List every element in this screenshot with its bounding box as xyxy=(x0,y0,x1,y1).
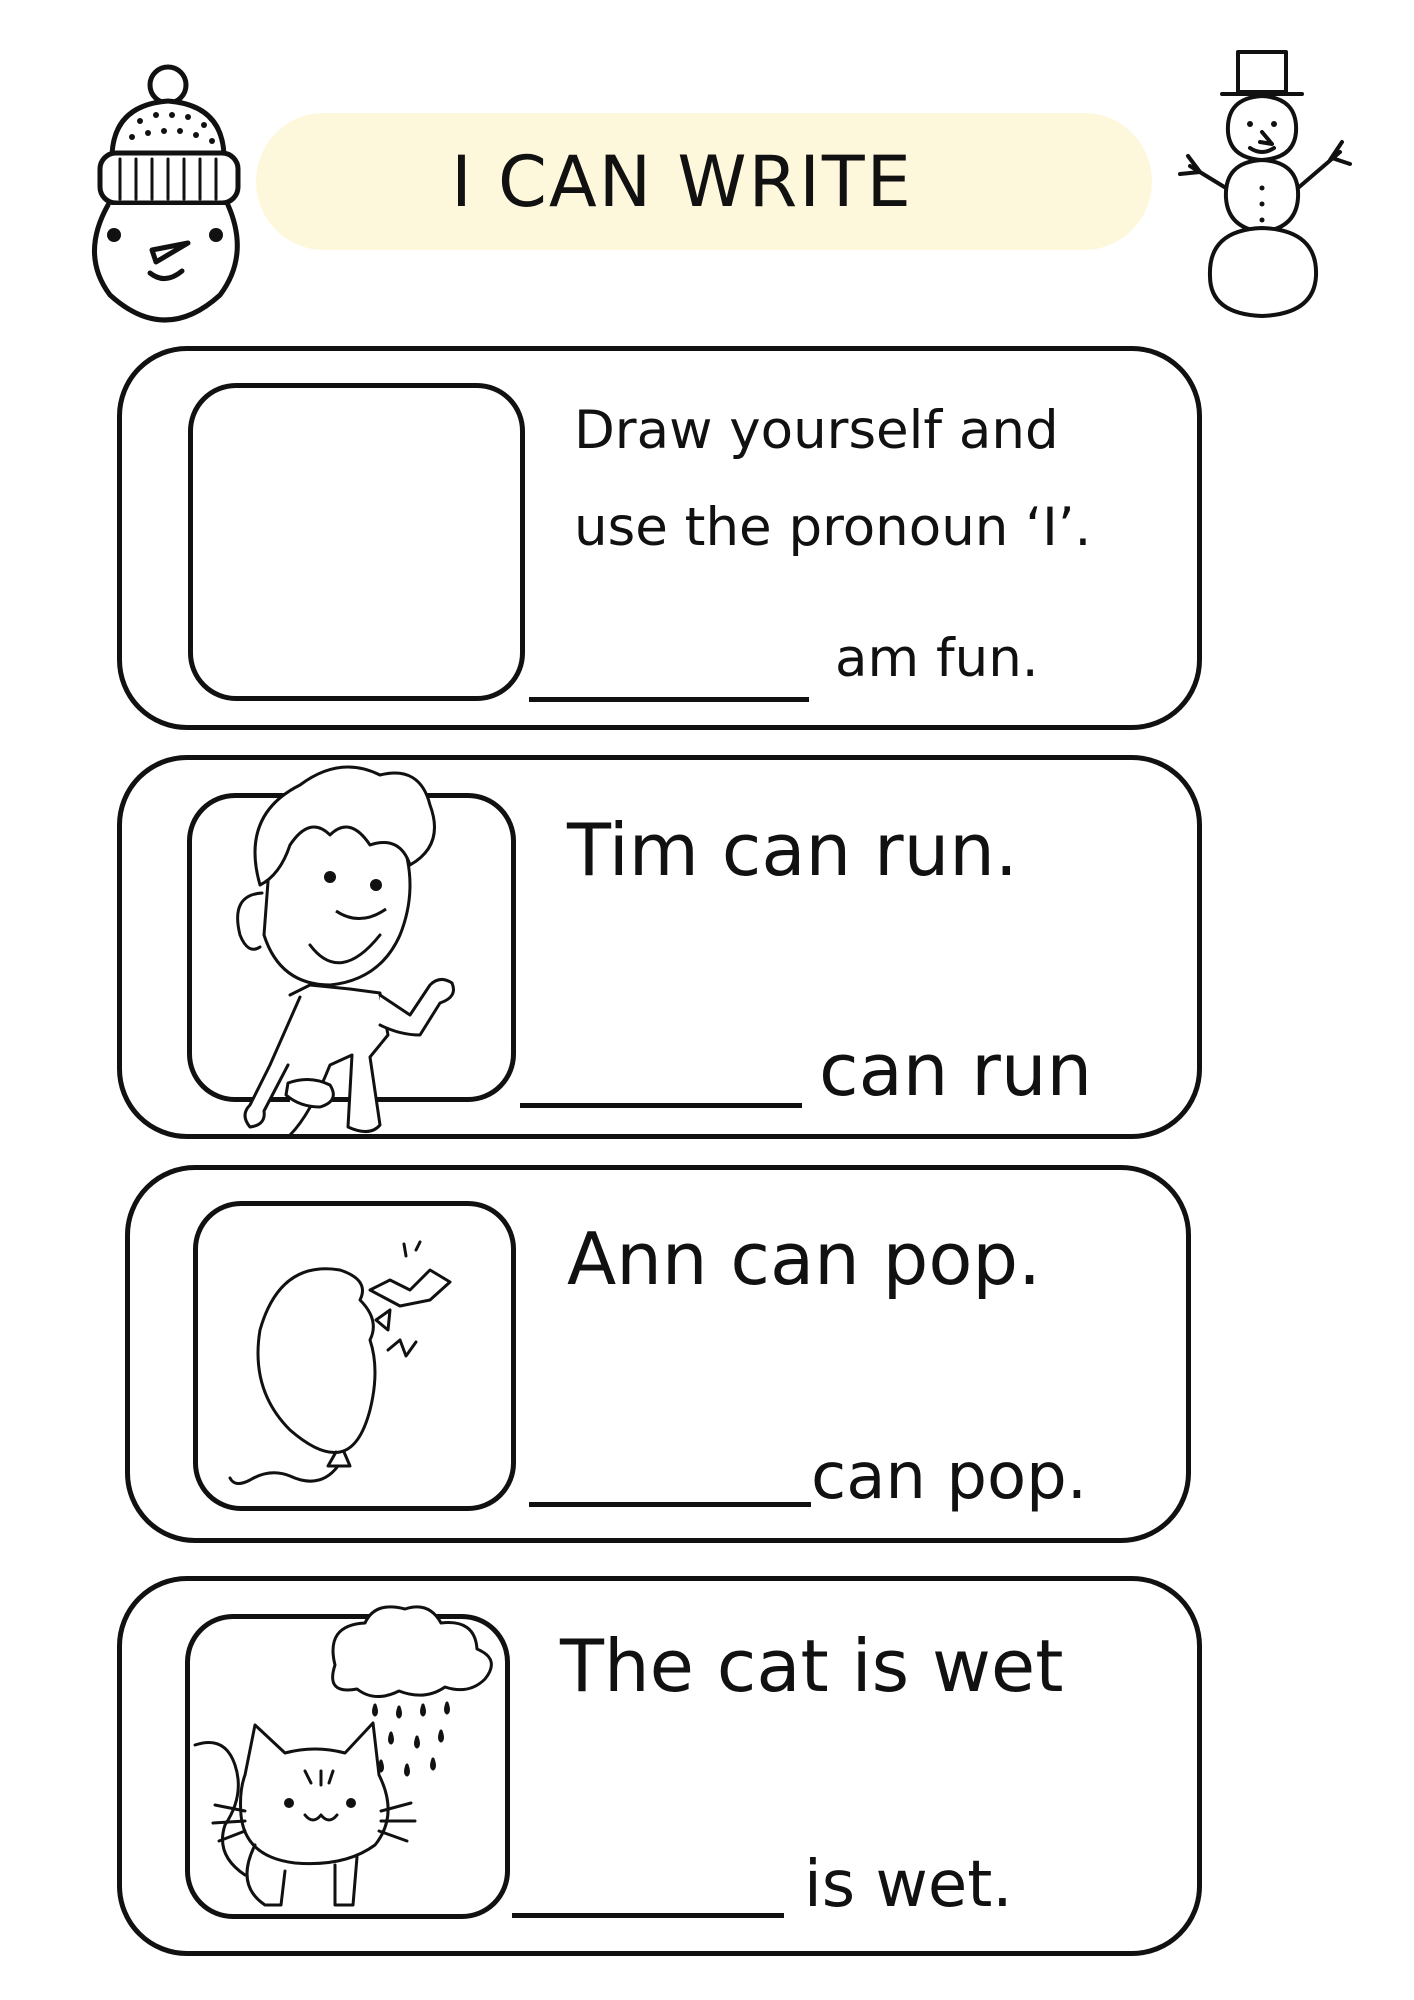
title-banner xyxy=(256,113,1152,250)
answer-suffix-1: am fun. xyxy=(835,628,1039,689)
snowman-with-top-hat-icon xyxy=(1170,48,1370,328)
instruction-line-1: Draw yourself and xyxy=(574,400,1059,461)
sentence-3: Ann can pop. xyxy=(567,1217,1041,1301)
wet-cat-in-rain-icon xyxy=(185,1595,515,1925)
answer-blank-3[interactable] xyxy=(529,1502,811,1507)
snowman-head-with-beanie-icon xyxy=(70,55,250,325)
popping-balloon-icon xyxy=(220,1230,480,1500)
sentence-2: Tim can run. xyxy=(567,808,1018,892)
answer-blank-4[interactable] xyxy=(512,1913,784,1918)
page-title: I CAN WRITE xyxy=(451,140,913,223)
running-boy-icon xyxy=(230,735,470,1135)
answer-suffix-2: can run xyxy=(819,1028,1093,1112)
answer-blank-1[interactable] xyxy=(529,697,809,702)
answer-blank-2[interactable] xyxy=(520,1103,802,1108)
drawing-box[interactable] xyxy=(188,383,525,701)
instruction-line-2: use the pronoun ‘I’. xyxy=(574,497,1092,558)
answer-suffix-4: is wet. xyxy=(804,1848,1013,1922)
answer-suffix-3: can pop. xyxy=(811,1440,1088,1514)
sentence-4: The cat is wet xyxy=(560,1624,1064,1708)
